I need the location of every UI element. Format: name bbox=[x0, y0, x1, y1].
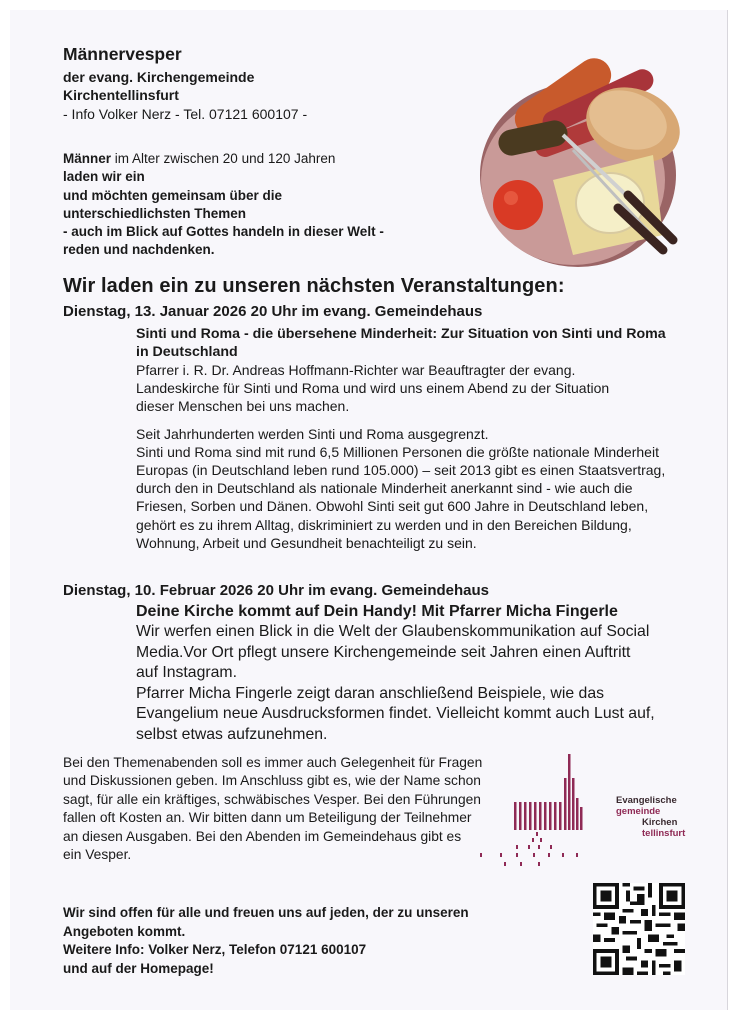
event-2-paragraph-1: Wir werfen einen Blick in die Welt der Glaubenskommunikation auf Social Media.Vor Ort pflegt unsere Kirchengemeinde seit Jahren einen Auftritt auf Instagram. bbox=[136, 623, 650, 681]
footer-line-2: Weitere Info: Volker Nerz, Telefon 07121 600107 bbox=[63, 942, 367, 957]
event-1-paragraph-2: Seit Jahrhunderten werden Sinti und Roma ausgegrenzt. bbox=[136, 425, 489, 442]
footer-line-1: Wir sind offen für alle und freuen uns auf jeden, der zu unseren Angeboten kommt. bbox=[63, 905, 469, 939]
subtitle-line-2: Kirchentellinsfurt bbox=[63, 87, 179, 103]
event-1-body bbox=[136, 325, 681, 552]
event-2-paragraph-2: Pfarrer Micha Fingerle zeigt daran anschließend Beispiele, wie das Evangelium neue Ausdrucksformen findet. Vielleicht kommt auch Lust auf, selbst etwas aufzunehmen. bbox=[136, 684, 655, 743]
footer-text bbox=[63, 904, 563, 978]
intro-line: unterschiedlichsten Themen bbox=[63, 205, 247, 221]
flyer-title: Männervesper bbox=[63, 44, 182, 64]
vesper-plate-photo bbox=[478, 50, 688, 275]
church-logo bbox=[476, 750, 706, 870]
event-2-body bbox=[136, 602, 656, 745]
event-1-title: Sinti und Roma - die übersehene Minderheit: Zur Situation von Sinti und Roma in Deutschland bbox=[136, 326, 666, 360]
intro-line: und möchten gemeinsam über die bbox=[63, 187, 283, 203]
intro-line: reden und nachdenken. bbox=[63, 242, 215, 258]
church-logo-icon bbox=[476, 750, 616, 870]
event-1-date: Dienstag, 13. Januar 2026 20 Uhr im evang. Gemeindehaus bbox=[63, 303, 483, 320]
intro-line: laden wir ein bbox=[63, 169, 145, 185]
intro-lead-normal: im Alter zwischen 20 und 120 Jahren bbox=[111, 151, 336, 166]
event-2-date: Dienstag, 10. Februar 2026 20 Uhr im evang. Gemeindehaus bbox=[63, 582, 489, 599]
intro-line: - auch im Blick auf Gottes handeln in dieser Welt - bbox=[63, 224, 384, 240]
subtitle-line-1: der evang. Kirchengemeinde bbox=[63, 69, 255, 85]
event-2-title: Deine Kirche kommt auf Dein Handy! Mit Pfarrer Micha Fingerle bbox=[136, 603, 618, 620]
event-1-paragraph-3: Sinti und Roma sind mit rund 6,5 Millionen Personen die größte nationale Minderheit Europas (in Deutschland leben rund 105.000) – seit 2013 gibt es einen Staatsvertrag, durch den in Deutschland als nationale Minderheit anerkannt sind - wie auch die Friesen, Sorben und Dänen. Obwohl Sinti seit gut 600 Jahre in Deutschland leben, gehört es zu ihrem Alltag, diskriminiert zu werden und in den Bereichen Bildung, Wohnung, Arbeit und Gesundheit benachteiligt zu sein. bbox=[136, 443, 666, 551]
church-logo-text bbox=[616, 795, 706, 839]
intro-lead-bold: Männer bbox=[63, 151, 112, 166]
contact-info: - Info Volker Nerz - Tel. 07121 600107 - bbox=[63, 106, 308, 122]
footer-line-3: und auf der Homepage! bbox=[63, 960, 214, 976]
logo-word-tellinsfurt: tellinsfurt bbox=[642, 828, 686, 839]
logo-word-gemeinde: gemeinde bbox=[616, 806, 661, 817]
closing-paragraph: Bei den Themenabenden soll es immer auch Gelegenheit für Fragen und Diskussionen geben. Im Anschluss gibt es, wie der Name schon sagt, für alle ein kräftiges, schwäbisches Vesper. Bei den Führungen fallen oft Kosten an. Wir bitten dann um Beteiligung der Teilnehmer an diesen Ausgaben. Bei den Abenden im Gemeindehaus gibt es ein Vesper. bbox=[63, 755, 483, 863]
logo-word-evangelische: Evangelische bbox=[616, 795, 677, 806]
events-headline: Wir laden ein zu unseren nächsten Veranstaltungen: bbox=[63, 275, 565, 297]
event-1-paragraph-1: Pfarrer i. R. Dr. Andreas Hoffmann-Richter war Beauftragter der evang. Landeskirche für Sinti und Roma und wird uns einem Abend zu der Situation dieser Menschen bei uns machen. bbox=[136, 362, 610, 415]
logo-word-kirchen: Kirchen bbox=[642, 817, 678, 828]
qr-code[interactable] bbox=[592, 883, 686, 975]
intro-text bbox=[63, 150, 463, 260]
